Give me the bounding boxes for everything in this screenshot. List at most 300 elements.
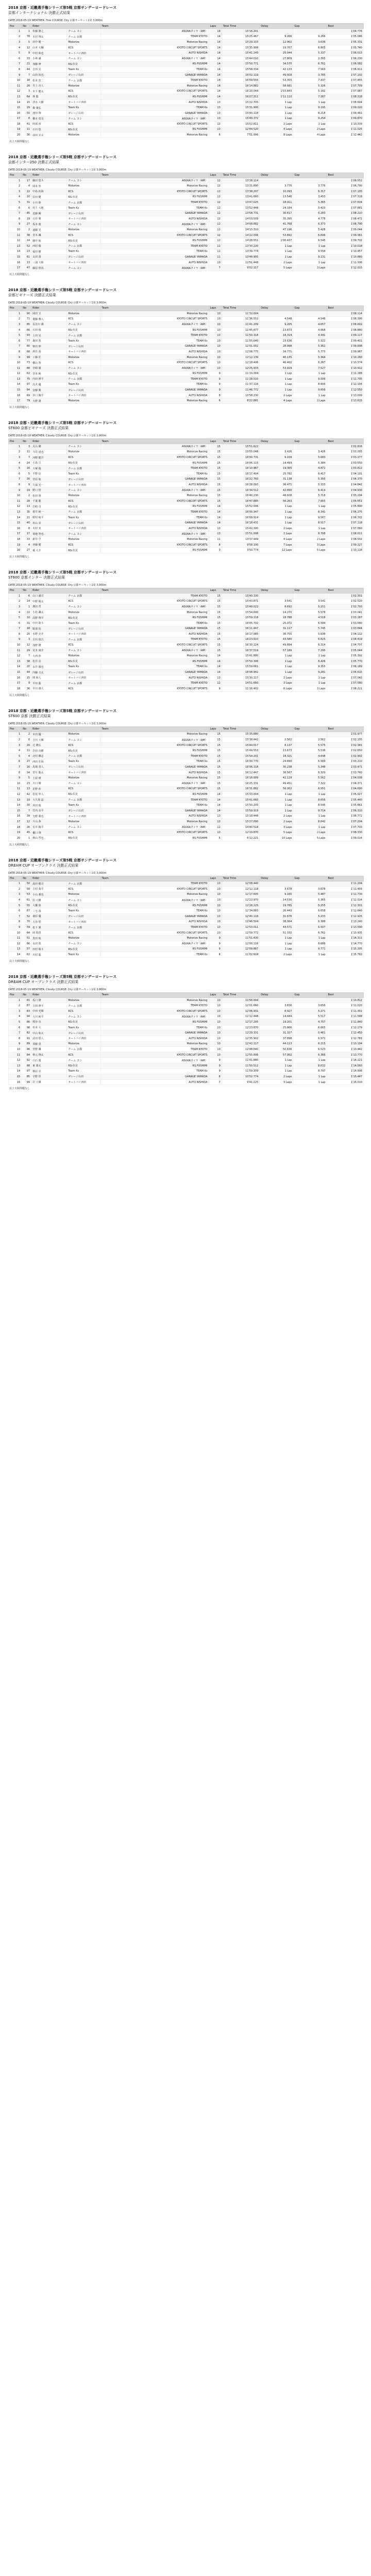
table-cell: 5.337 bbox=[293, 50, 327, 56]
table-cell: 岡本 隼 bbox=[31, 183, 67, 189]
table-cell: 13 bbox=[209, 105, 222, 111]
table-cell: 47 bbox=[22, 265, 31, 271]
table-cell: 10 bbox=[209, 1025, 222, 1030]
table-row bbox=[9, 232, 364, 238]
table-cell: 33 bbox=[22, 56, 31, 61]
table-cell: 1'05.740 bbox=[327, 45, 363, 50]
table-cell: 15'42.300 bbox=[222, 526, 260, 531]
table-cell: 1'06.702 bbox=[327, 515, 363, 520]
table-cell: 15 bbox=[209, 648, 222, 653]
table-cell: 5.255 bbox=[293, 903, 327, 908]
table-cell bbox=[260, 593, 293, 599]
table-cell: 16 bbox=[9, 1079, 22, 1085]
table-cell: 岩田 直樹 bbox=[31, 748, 67, 754]
table-cell: RS FUSHIMI bbox=[100, 748, 209, 754]
table-cell: 6.761 bbox=[293, 930, 327, 936]
column-header: Pos bbox=[9, 306, 22, 311]
table-cell: RS FUSHIMI bbox=[100, 946, 209, 952]
table-cell: KCS bbox=[67, 316, 100, 322]
table-cell: 2 Laps bbox=[293, 127, 327, 132]
table-cell: 2 Laps bbox=[260, 531, 293, 537]
table-row bbox=[9, 792, 364, 798]
table-cell: ASUKAタイヤ（AM） bbox=[100, 781, 209, 786]
table-cell: 10 bbox=[209, 1009, 222, 1014]
table-cell: 12 bbox=[209, 205, 222, 211]
table-cell: 1'14.998 bbox=[327, 1069, 363, 1074]
table-cell: 森 康弘 bbox=[31, 105, 67, 111]
table-cell: 70 bbox=[22, 919, 31, 925]
table-cell: 久保 光一 bbox=[31, 482, 67, 488]
table-cell: GARAGE YAMADA bbox=[100, 1030, 209, 1036]
table-cell: Motorize Racing bbox=[100, 537, 209, 543]
table-cell: 11 bbox=[9, 786, 22, 792]
table-cell: 12 Laps bbox=[260, 548, 293, 553]
table-cell: 9 bbox=[209, 382, 222, 387]
table-cell bbox=[260, 997, 293, 1003]
table-cell: 7 bbox=[9, 765, 22, 770]
table-cell: 3.678 bbox=[293, 887, 327, 892]
table-cell: 5 bbox=[9, 333, 22, 338]
table-cell: 8 bbox=[22, 116, 31, 122]
table-cell: 10 bbox=[209, 316, 222, 322]
table-row bbox=[9, 1009, 364, 1014]
table-cell: 5.322 bbox=[293, 338, 327, 344]
table-cell: 林 聡 bbox=[31, 94, 67, 100]
table-cell: 15 bbox=[209, 642, 222, 648]
table-cell: 15'50.205 bbox=[222, 803, 260, 808]
table-cell: 15'27.090 bbox=[222, 819, 260, 825]
table-cell: Motorize bbox=[67, 936, 100, 941]
table-cell: 白石 蓮 bbox=[31, 1058, 67, 1063]
table-cell: 8 bbox=[9, 216, 22, 222]
table-cell: 1'08.472 bbox=[327, 216, 363, 222]
table-cell: RS-伏見 bbox=[67, 460, 100, 466]
table-cell: 44 bbox=[22, 67, 31, 73]
table-cell: 2.562 bbox=[260, 737, 293, 743]
table-cell: 53.355 bbox=[260, 78, 293, 83]
table-row bbox=[9, 487, 364, 493]
table-cell: 5.745 bbox=[293, 626, 327, 632]
table-cell: GARAGE YAMADA bbox=[100, 255, 209, 260]
table-cell: RS FUSHIMI bbox=[100, 327, 209, 333]
table-cell: GARAGE YAMADA bbox=[100, 765, 209, 770]
table-cell: TEAM KYOTO bbox=[100, 200, 209, 206]
race-subtitle: DREAM CUP オープンクラス 決勝正式結果 bbox=[8, 863, 79, 868]
table-cell: 15 bbox=[209, 620, 222, 626]
table-cell: 61 bbox=[22, 255, 31, 260]
table-cell: 15'18.448 bbox=[222, 814, 260, 819]
table-cell: Motorize bbox=[67, 1041, 100, 1047]
table-cell: 8.341 bbox=[293, 510, 327, 515]
table-cell: 3 Laps bbox=[260, 1079, 293, 1085]
table-cell: 中野 陽太 bbox=[31, 599, 67, 604]
table-cell: 10 bbox=[209, 1036, 222, 1041]
table-row bbox=[9, 382, 364, 387]
table-cell: 86 bbox=[22, 1020, 31, 1025]
table-cell: 9.254 bbox=[293, 116, 327, 122]
table-cell: チーム ヨシ bbox=[67, 265, 100, 271]
table-cell: ガレージ山田 bbox=[67, 914, 100, 920]
table-cell: RS FUSHIMI bbox=[100, 238, 209, 244]
table-cell: 5 bbox=[9, 903, 22, 908]
table-row bbox=[9, 216, 364, 222]
table-cell: 14 bbox=[209, 664, 222, 670]
table-cell: 14 bbox=[9, 1069, 22, 1074]
column-header: Total Time bbox=[222, 726, 260, 732]
race-conditions: DATE:2018-05-19 WEATHER: Cloudy COURSE: Dry 京都サーキット1周 3,000m bbox=[8, 988, 107, 991]
table-cell: 12.902 bbox=[260, 40, 293, 45]
table-cell: 12'17.605 bbox=[222, 892, 260, 897]
table-cell: 堀 大介 bbox=[31, 548, 67, 553]
table-cell: 49.451 bbox=[260, 781, 293, 786]
table-cell: 2 Laps bbox=[293, 537, 327, 543]
table-cell: 1'02.105 bbox=[327, 737, 363, 743]
table-cell: 1'12.550 bbox=[327, 387, 363, 393]
table-cell: 1'14.311 bbox=[327, 936, 363, 941]
table-cell: 片山 恭 bbox=[31, 819, 67, 825]
table-cell: 1'06.790 bbox=[327, 183, 363, 189]
table-row bbox=[9, 200, 364, 206]
column-header: No bbox=[22, 726, 31, 732]
table-cell: 15'59.118 bbox=[222, 615, 260, 621]
table-cell: 17 bbox=[9, 531, 22, 537]
table-cell: 2 bbox=[9, 1003, 22, 1009]
table-cell: RS FUSHIMI bbox=[100, 1020, 209, 1025]
table-cell: TEAM KYOTO bbox=[100, 78, 209, 83]
table-cell: 16 bbox=[22, 466, 31, 471]
table-cell: 16'25.331 bbox=[222, 781, 260, 786]
table-cell: 加藤 修 bbox=[31, 61, 67, 67]
table-cell: 1'09.702 bbox=[327, 238, 363, 244]
table-cell: 14 bbox=[209, 56, 222, 61]
table-cell: 4.648 bbox=[293, 754, 327, 759]
table-cell: Motorize bbox=[67, 537, 100, 543]
column-header: Gap bbox=[293, 588, 327, 593]
table-cell: 15 bbox=[209, 748, 222, 754]
table-cell: KCS bbox=[67, 1009, 100, 1014]
table-cell: 1'07.580 bbox=[327, 681, 363, 686]
table-cell: 17 bbox=[9, 681, 22, 686]
table-cell: 5.356 bbox=[293, 477, 327, 482]
table-cell: 13 bbox=[209, 99, 222, 105]
table-cell: RS FUSHIMI bbox=[100, 792, 209, 798]
table-cell: 1 Lap bbox=[260, 941, 293, 947]
table-cell: 14 bbox=[9, 515, 22, 520]
table-cell: 10 bbox=[9, 78, 22, 83]
column-header: No bbox=[22, 24, 31, 29]
table-cell: 清水 大樹 bbox=[31, 99, 67, 105]
table-cell: 9.266 bbox=[260, 34, 293, 40]
table-cell: 6.317 bbox=[293, 189, 327, 195]
table-cell: 4.657 bbox=[293, 322, 327, 328]
table-cell: 秋元 翔太 bbox=[31, 1052, 67, 1058]
table-cell: 1'12.179 bbox=[327, 1025, 363, 1030]
table-cell: 16'00.731 bbox=[222, 455, 260, 461]
table-cell: 8 Laps bbox=[260, 132, 293, 138]
table-cell: 7.295 bbox=[293, 648, 327, 653]
table-cell: 東 雄太 bbox=[31, 1063, 67, 1069]
table-cell: 7 bbox=[22, 653, 31, 659]
table-cell bbox=[293, 311, 327, 316]
table-cell: 11'50.512 bbox=[222, 1063, 260, 1069]
table-cell: TEAM Ks bbox=[100, 338, 209, 344]
table-cell: 3 bbox=[9, 322, 22, 328]
race-title: 2018 京都・近畿選手権シリーズ第5戦 京都サンデーロードレース bbox=[8, 155, 117, 159]
table-row bbox=[9, 897, 364, 903]
table-cell: 13 bbox=[209, 819, 222, 825]
table-cell: 34 bbox=[22, 770, 31, 775]
table-cell: 斉藤 健 bbox=[31, 542, 67, 548]
table-cell: 竹内 亮平 bbox=[31, 808, 67, 814]
table-cell: 42.133 bbox=[260, 67, 293, 73]
table-cell: 9 bbox=[9, 72, 22, 78]
table-cell: 1'07.987 bbox=[327, 89, 363, 94]
column-header: Best bbox=[327, 588, 363, 593]
table-cell: 14 bbox=[209, 50, 222, 56]
table-cell: 1'04.642 bbox=[327, 482, 363, 488]
table-cell: 15'54.201 bbox=[222, 754, 260, 759]
table-cell: KYOTO CIRCUIT SPORTS bbox=[100, 45, 209, 50]
table-cell: 13'39.774 bbox=[222, 249, 260, 255]
table-row bbox=[9, 542, 364, 548]
table-cell: 16'40.230 bbox=[222, 493, 260, 499]
table-cell: 5.326 bbox=[293, 83, 327, 89]
results-table bbox=[8, 876, 364, 958]
race-subtitle: ST600 京都インター 決勝正式結果 bbox=[8, 575, 65, 580]
table-cell: 6.314 bbox=[293, 642, 327, 648]
table-cell: 1'11.705 bbox=[327, 377, 363, 382]
table-cell: 2 Laps bbox=[260, 393, 293, 398]
table-row bbox=[9, 593, 364, 599]
results-table bbox=[8, 726, 364, 841]
table-cell: 18 bbox=[22, 78, 31, 83]
table-cell: Motorize Racing bbox=[100, 40, 209, 45]
table-cell: 11 bbox=[9, 83, 22, 89]
table-cell: Motorize bbox=[67, 732, 100, 737]
table-cell: 6 bbox=[209, 132, 222, 138]
column-header: Gap bbox=[293, 876, 327, 881]
table-cell: 14 bbox=[209, 653, 222, 659]
table-cell: 1 Lap bbox=[260, 936, 293, 941]
table-cell: 9 bbox=[209, 1063, 222, 1069]
table-cell: 12 bbox=[209, 824, 222, 830]
table-row bbox=[9, 89, 364, 94]
table-cell: 6.267 bbox=[293, 360, 327, 366]
table-cell: 33 bbox=[22, 537, 31, 543]
column-header: Gap bbox=[293, 24, 327, 29]
table-cell: 横山 智 bbox=[31, 360, 67, 366]
table-cell: 6.417 bbox=[293, 471, 327, 477]
table-cell: 10 bbox=[209, 914, 222, 920]
table-cell: RS-伏見 bbox=[67, 127, 100, 132]
table-cell: 10 bbox=[209, 327, 222, 333]
table-cell: 13 bbox=[209, 526, 222, 531]
table-cell: 44.113 bbox=[260, 1041, 293, 1047]
table-cell: 1 Lap bbox=[293, 814, 327, 819]
table-cell: RS FUSHIMI bbox=[100, 194, 209, 200]
table-cell: 1'08.221 bbox=[327, 686, 363, 692]
table-cell: 14'22.006 bbox=[222, 232, 260, 238]
table-row bbox=[9, 211, 364, 216]
table-cell: 14 bbox=[22, 238, 31, 244]
table-cell: ASUKAタイヤ（AM） bbox=[100, 365, 209, 371]
table-cell: 7 bbox=[9, 211, 22, 216]
table-cell: 10 bbox=[9, 1047, 22, 1053]
table-cell: Motorize Racing bbox=[100, 449, 209, 455]
column-header: Best bbox=[327, 439, 363, 444]
table-cell: TEAM KYOTO bbox=[100, 466, 209, 471]
table-cell: 16'31.882 bbox=[222, 786, 260, 792]
table-cell: 36.567 bbox=[260, 770, 293, 775]
table-cell: 16'17.085 bbox=[222, 632, 260, 637]
table-cell: 13'47.025 bbox=[222, 200, 260, 206]
table-cell: 大西 渉 bbox=[31, 653, 67, 659]
table-cell: オートバイ西田 bbox=[67, 482, 100, 488]
table-cell: TEAM Ks bbox=[100, 620, 209, 626]
table-cell: 11 bbox=[209, 244, 222, 249]
table-cell: 7 bbox=[209, 1079, 222, 1085]
table-cell: 38.064 bbox=[260, 919, 293, 925]
table-cell: 10.093 bbox=[260, 189, 293, 195]
table-row bbox=[9, 178, 364, 183]
table-cell: チーム 京都 bbox=[67, 797, 100, 803]
table-cell: オートバイ西田 bbox=[67, 675, 100, 681]
table-cell: 1 Lap bbox=[293, 681, 327, 686]
table-cell: 18.911 bbox=[260, 200, 293, 206]
table-cell: RS-伏見 bbox=[67, 946, 100, 952]
table-cell: 1'09.227 bbox=[327, 542, 363, 548]
table-cell: 1'10.812 bbox=[327, 997, 363, 1003]
table-cell: 11 bbox=[9, 936, 22, 941]
results-table bbox=[8, 438, 364, 553]
table-cell: 66 bbox=[22, 941, 31, 947]
table-cell: 14 bbox=[209, 34, 222, 40]
table-cell: 1'10.912 bbox=[327, 365, 363, 371]
table-cell: 青木 颯 bbox=[31, 232, 67, 238]
table-cell: オートバイ西田 bbox=[67, 526, 100, 531]
result-note: 以上天候問題なし bbox=[9, 1087, 30, 1091]
column-header: Best bbox=[327, 173, 363, 178]
table-cell: 12'09.887 bbox=[222, 946, 260, 952]
table-cell: AUTO NISHIDA bbox=[100, 99, 209, 105]
table-row bbox=[9, 548, 364, 553]
table-cell: 10 bbox=[209, 1014, 222, 1020]
table-cell: 10 bbox=[209, 1041, 222, 1047]
table-cell: チーム 京都 bbox=[67, 377, 100, 382]
table-cell: 1 bbox=[9, 732, 22, 737]
table-cell: 5.362 bbox=[293, 344, 327, 349]
table-cell: 14 bbox=[209, 67, 222, 73]
table-cell: 16'18.431 bbox=[222, 520, 260, 526]
table-cell: 80 bbox=[22, 344, 31, 349]
table-cell: チーム 京都 bbox=[67, 754, 100, 759]
table-cell: 9.165 bbox=[260, 892, 293, 897]
table-cell: 15'59.919 bbox=[222, 808, 260, 814]
table-cell: 13 bbox=[209, 675, 222, 681]
table-cell: 6 bbox=[22, 593, 31, 599]
race-result-section bbox=[5, 974, 366, 1091]
table-cell: 須藤 貴 bbox=[31, 1041, 67, 1047]
table-row bbox=[9, 781, 364, 786]
table-cell: ASUKAタイヤ（AM） bbox=[100, 737, 209, 743]
table-cell: ガレージ山田 bbox=[67, 520, 100, 526]
table-cell: 36.755 bbox=[260, 632, 293, 637]
table-row bbox=[9, 946, 364, 952]
table-cell: 山本 大輔 bbox=[31, 45, 67, 50]
table-cell: 13 bbox=[209, 814, 222, 819]
table-cell: 17 bbox=[9, 116, 22, 122]
table-cell: 9'41.225 bbox=[222, 1079, 260, 1085]
table-cell: 57.002 bbox=[260, 1052, 293, 1058]
table-cell: GARAGE YAMADA bbox=[100, 626, 209, 632]
table-row bbox=[9, 393, 364, 398]
table-cell: 1 Lap bbox=[260, 670, 293, 675]
table-cell: 1'16.010 bbox=[327, 1079, 363, 1085]
table-cell: AUTO NISHIDA bbox=[100, 482, 209, 488]
table-cell: 1'03.843 bbox=[260, 89, 293, 94]
table-cell: 12 bbox=[9, 941, 22, 947]
results-table bbox=[8, 992, 364, 1086]
table-cell: 13'30.220 bbox=[222, 244, 260, 249]
table-cell: 4.548 bbox=[293, 316, 327, 322]
table-cell: 10 bbox=[209, 887, 222, 892]
table-cell: 12 bbox=[209, 183, 222, 189]
table-cell: 10 bbox=[209, 349, 222, 355]
table-cell: 池田 翔 bbox=[31, 110, 67, 116]
table-cell: 吉川 大輝 bbox=[31, 737, 67, 743]
table-cell: 12 bbox=[209, 211, 222, 216]
table-cell: Motorize Racing bbox=[100, 997, 209, 1003]
table-cell: 2 bbox=[9, 737, 22, 743]
table-cell: 15 bbox=[22, 675, 31, 681]
table-cell: 内田 修平 bbox=[31, 377, 67, 382]
table-cell: 1 Lap bbox=[260, 382, 293, 387]
table-cell: 4 bbox=[9, 897, 22, 903]
table-cell: 7 bbox=[22, 808, 31, 814]
table-cell: 37.898 bbox=[260, 1036, 293, 1041]
table-cell: AUTO NISHIDA bbox=[100, 349, 209, 355]
table-cell: 28.998 bbox=[260, 344, 293, 349]
table-cell: 19 bbox=[9, 830, 22, 836]
table-row bbox=[9, 632, 364, 637]
table-cell: 48.608 bbox=[260, 493, 293, 499]
table-cell: 25.044 bbox=[260, 50, 293, 56]
table-cell: 18 bbox=[9, 824, 22, 830]
table-cell: オートバイ西田 bbox=[67, 632, 100, 637]
table-cell: ASUKAタイヤ（AM） bbox=[100, 1014, 209, 1020]
table-cell: 10 bbox=[209, 1030, 222, 1036]
table-cell: 望月 聡太 bbox=[31, 770, 67, 775]
table-cell: ASUKAタイヤ（AM） bbox=[100, 222, 209, 227]
column-header: Rider bbox=[31, 726, 100, 732]
table-cell: 藤田 悠斗 bbox=[31, 178, 67, 183]
table-cell: チーム ヨシ bbox=[67, 222, 100, 227]
table-cell: Motorize bbox=[67, 819, 100, 825]
table-cell: 10 bbox=[209, 881, 222, 887]
table-row bbox=[9, 936, 364, 941]
table-cell: 杉山 昇 bbox=[31, 520, 67, 526]
table-cell: 3.776 bbox=[260, 183, 293, 189]
table-cell: 2.765 bbox=[293, 56, 327, 61]
table-cell: ガレージ山田 bbox=[67, 110, 100, 116]
race-result-section bbox=[5, 570, 366, 697]
table-cell: チーム 京都 bbox=[67, 333, 100, 338]
table-cell: 1 Lap bbox=[260, 249, 293, 255]
table-cell: 6 bbox=[209, 398, 222, 404]
table-cell: 12'48.640 bbox=[222, 1047, 260, 1053]
table-cell: 12 bbox=[209, 222, 222, 227]
table-cell: 5.718 bbox=[293, 493, 327, 499]
